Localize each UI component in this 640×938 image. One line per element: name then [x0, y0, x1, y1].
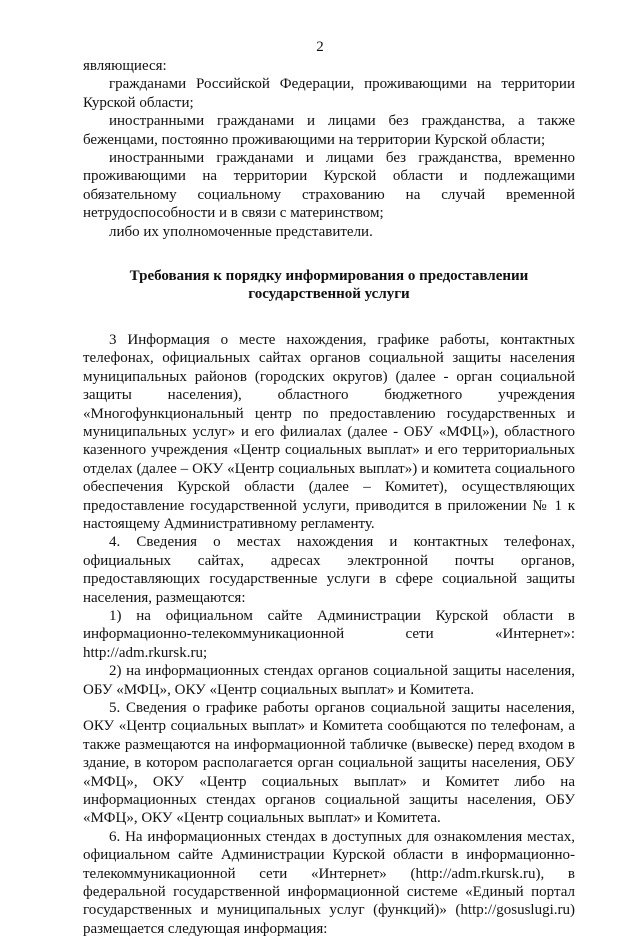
- paragraph-4-item-2: 2) на информационных стендах органов социальной защиты населения, ОБУ «МФЦ», ОКУ «Центр социальных выплат» и Комитета.: [83, 663, 575, 698]
- paragraph-4-item-1: 1) на официальном сайте Администрации Курской области в информационно-телекоммуникационной сети «Интернет»: http://adm.rkursk.ru;: [83, 607, 575, 661]
- section-heading-line-1: Требования к порядку информирования о предоставлении: [129, 268, 529, 285]
- list-item-representatives: либо их уполномоченные представители.: [109, 223, 373, 240]
- list-item-foreigners-temporary: иностранными гражданами и лицами без гражданства, временно проживающими на территории Курской области и подлежащими обязательному социальному страхованию на случай временной нетрудоспособности и в связи с материнством;: [83, 150, 575, 222]
- section-heading-line-2: государственной услуги: [248, 286, 410, 303]
- list-item-foreigners-permanent: иностранными гражданами и лицами без гражданства, а также беженцами, постоянно проживающими на территории Курской области;: [83, 113, 575, 148]
- list-item-citizens: гражданами Российской Федерации, проживающими на территории Курской области;: [83, 76, 575, 111]
- paragraph-3: 3 Информация о месте нахождения, графике работы, контактных телефонах, официальных сайтах органов социальной защиты населения муниципальных районов (городских округов) (далее - орган социальной защиты населения), областного бюджетного учреждения «Многофункциональный центр по предоставлению государственных и муниципальных услуг» и его филиалах (далее - ОБУ «МФЦ»), областного казенного учреждения «Центр социальных выплат» и его территориальных отделах (далее – ОКУ «Центр социальных выплат») и комитета социального обеспечения Курской области (далее – Комитет), осуществляющих предоставление государственной услуги, приводится в приложении № 1 к настоящему Административному регламенту.: [83, 331, 575, 532]
- paragraph-intro: являющиеся:: [83, 58, 167, 74]
- paragraph-5: 5. Сведения о графике работы органов социальной защиты населения, ОКУ «Центр социальных выплат» и Комитета сообщаются по телефонам, а также размещаются на информационной табличке (вывеске) перед входом в здание, в котором располагается орган социальной защиты населения, ОБУ «МФЦ», ОКУ «Центр социальных выплат» и Комитет либо на информационных стендах органов социальной защиты населения, ОБУ «МФЦ», ОКУ «Центр социальных выплат» и Комитета.: [83, 700, 575, 827]
- paragraph-4: 4. Сведения о местах нахождения и контактных телефонах, официальных сайтах, адресах электронной почты органов, предоставляющих государственные услуги в сфере социальной защиты населения, размещаются:: [83, 534, 575, 606]
- section-heading: [83, 267, 575, 304]
- paragraph-6: 6. На информационных стендах в доступных для ознакомления местах, официальном сайте Администрации Курской области в информационно-телекоммуникационной сети «Интернет» (http://adm.rkursk.ru), в федеральной государственной информационной системе «Единый портал государственных и муниципальных услуг (функций)» (http://gosuslugi.ru) размещается следующая информация:: [83, 828, 575, 937]
- page-number: 2: [316, 39, 324, 55]
- document-body: [83, 57, 575, 938]
